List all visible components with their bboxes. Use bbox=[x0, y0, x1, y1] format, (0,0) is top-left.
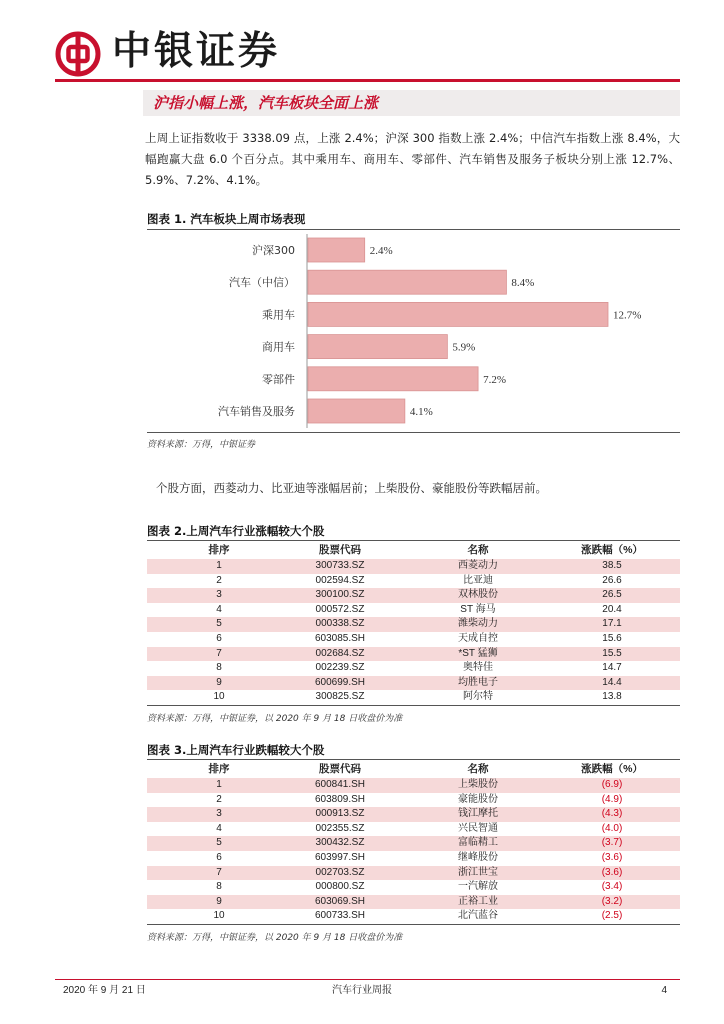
cell-change-pct: 14.7 bbox=[602, 662, 622, 674]
header-change-pct: 涨跌幅（%） bbox=[581, 763, 643, 775]
cell-change-pct: (3.4) bbox=[601, 881, 623, 893]
table2-bottom-rule bbox=[147, 705, 680, 706]
table-row bbox=[147, 661, 680, 676]
cell-change-pct: 14.4 bbox=[602, 676, 622, 688]
table-row bbox=[147, 574, 680, 589]
category-label-5: 汽车销售及服务 bbox=[218, 405, 295, 418]
section-heading bbox=[143, 90, 680, 116]
footer-rule bbox=[55, 979, 680, 980]
cell-stock-name: 兴民智通 bbox=[458, 822, 498, 834]
cell-change-pct: 15.6 bbox=[602, 633, 622, 644]
cell-rank: 5 bbox=[216, 618, 222, 630]
header-stock-name: 名称 bbox=[467, 763, 489, 775]
cell-stock-code: 000572.SZ bbox=[315, 603, 365, 615]
cell-stock-name: 豪能股份 bbox=[458, 793, 498, 805]
sector-performance-chart bbox=[147, 232, 680, 430]
cell-stock-name: 富临精工 bbox=[458, 837, 498, 849]
table3-title: 图表 3.上周汽车行业跌幅较大个股 bbox=[147, 743, 325, 757]
cell-rank: 4 bbox=[216, 603, 222, 615]
cell-stock-code: 000913.SZ bbox=[315, 808, 365, 820]
figure1-bottom-rule bbox=[147, 432, 680, 433]
losers-table bbox=[147, 762, 680, 924]
header-rule bbox=[55, 79, 680, 82]
cell-rank: 7 bbox=[216, 647, 222, 659]
cell-rank: 8 bbox=[216, 662, 222, 674]
table-row bbox=[147, 778, 680, 793]
header-change-pct: 涨跌幅（%） bbox=[581, 544, 643, 556]
cell-rank: 9 bbox=[216, 895, 222, 907]
table-row bbox=[147, 909, 680, 924]
cell-stock-name: 潍柴动力 bbox=[458, 618, 498, 630]
table-row bbox=[147, 588, 680, 603]
cell-rank: 5 bbox=[216, 837, 222, 849]
cell-rank: 6 bbox=[216, 633, 222, 644]
table3-source: 资料来源：万得，中银证券，以 2020 年 9 月 18 日收盘价为准 bbox=[147, 933, 403, 943]
cell-rank: 4 bbox=[216, 822, 222, 834]
cell-stock-name: 均胜电子 bbox=[458, 676, 498, 688]
cell-stock-code: 603809.SH bbox=[314, 793, 366, 805]
cell-rank: 2 bbox=[216, 574, 222, 586]
gainers-table bbox=[147, 543, 680, 705]
cell-change-pct: (3.7) bbox=[601, 837, 623, 849]
cell-stock-name: 奥特佳 bbox=[463, 662, 493, 674]
category-label-2: 乘用车 bbox=[262, 308, 295, 322]
cell-stock-code: 300432.SZ bbox=[315, 837, 365, 849]
cell-change-pct: (2.5) bbox=[601, 910, 623, 922]
value-label-4: 7.2% bbox=[483, 373, 507, 386]
figure1-source: 资料来源：万得，中银证券 bbox=[147, 440, 256, 450]
header-stock-code: 股票代码 bbox=[319, 544, 361, 556]
cell-stock-name: 双林股份 bbox=[458, 589, 498, 601]
table-row bbox=[147, 866, 680, 881]
header-stock-code: 股票代码 bbox=[319, 763, 361, 775]
bar-0 bbox=[308, 238, 365, 262]
stock-paragraph: 个股方面，西菱动力、比亚迪等涨幅居前；上柴股份、豪能股份等跌幅居前。 bbox=[156, 481, 547, 495]
table2-title: 图表 2.上周汽车行业涨幅较大个股 bbox=[147, 524, 325, 538]
cell-stock-name: 天成自控 bbox=[458, 633, 498, 644]
figure1-title: 图表 1. 汽车板块上周市场表现 bbox=[147, 212, 306, 226]
boc-logo-icon bbox=[54, 30, 102, 78]
cell-rank: 3 bbox=[216, 589, 222, 601]
value-label-0: 2.4% bbox=[369, 245, 393, 257]
intro-paragraph: 上周上证指数收于 3338.09 点，上涨 2.4%；沪深 300 指数上涨 2.4%；中信汽车指数上涨 8.4%，大幅跑赢大盘 6.0 个百分点。其中乘用车、商用车、零部件、汽车销售及服务子板块分别上涨 12.7%、5.9%、7.2%、4.1%。 bbox=[145, 131, 680, 187]
cell-change-pct: (4.0) bbox=[601, 822, 623, 834]
cell-rank: 2 bbox=[216, 793, 222, 805]
table-row bbox=[147, 603, 680, 618]
cell-rank: 8 bbox=[216, 881, 222, 893]
cell-change-pct: 38.5 bbox=[602, 560, 622, 571]
cell-change-pct: 20.4 bbox=[602, 603, 622, 615]
cell-stock-code: 000800.SZ bbox=[315, 881, 365, 893]
table-row bbox=[147, 617, 680, 632]
bar-4 bbox=[308, 367, 478, 391]
table3-top-rule bbox=[147, 759, 680, 760]
cell-stock-name: 阿尔特 bbox=[463, 691, 493, 703]
cell-change-pct: (4.3) bbox=[601, 808, 623, 820]
cell-stock-code: 002703.SZ bbox=[315, 866, 365, 878]
cell-rank: 1 bbox=[216, 560, 222, 571]
table-row bbox=[147, 880, 680, 895]
cell-stock-name: 北汽蓝谷 bbox=[458, 910, 498, 922]
header-rank: 排序 bbox=[208, 544, 230, 556]
category-label-4: 零部件 bbox=[262, 372, 295, 386]
category-label-1: 汽车（中信） bbox=[229, 276, 295, 290]
cell-rank: 9 bbox=[216, 676, 222, 688]
cell-change-pct: 13.8 bbox=[602, 691, 622, 703]
cell-change-pct: (3.6) bbox=[601, 866, 623, 878]
cell-rank: 1 bbox=[216, 779, 222, 790]
cell-stock-code: 603069.SH bbox=[314, 895, 366, 907]
cell-stock-code: 600699.SH bbox=[314, 676, 366, 688]
table-header-row bbox=[147, 762, 680, 777]
cell-stock-name: 比亚迪 bbox=[463, 574, 493, 586]
cell-rank: 3 bbox=[216, 808, 222, 820]
table2-top-rule bbox=[147, 540, 680, 541]
cell-stock-name: 钱江摩托 bbox=[458, 808, 498, 820]
cell-change-pct: (3.6) bbox=[601, 852, 623, 863]
cell-change-pct: 26.5 bbox=[602, 589, 622, 601]
cell-change-pct: (3.2) bbox=[601, 895, 623, 907]
footer-report-name: 汽车行业周报 bbox=[332, 985, 392, 996]
table-row bbox=[147, 632, 680, 647]
table2-source: 资料来源：万得，中银证券，以 2020 年 9 月 18 日收盘价为准 bbox=[147, 714, 403, 724]
cell-rank: 6 bbox=[216, 852, 222, 863]
table3-bottom-rule bbox=[147, 924, 680, 925]
bar-5 bbox=[308, 399, 405, 423]
cell-stock-code: 300100.SZ bbox=[315, 589, 365, 601]
cell-rank: 7 bbox=[216, 866, 222, 878]
cell-stock-name: 继峰股份 bbox=[458, 852, 498, 863]
cell-stock-code: 603997.SH bbox=[314, 852, 366, 863]
table-header-row bbox=[147, 543, 680, 558]
category-label-3: 商用车 bbox=[262, 340, 295, 354]
cell-stock-code: 603085.SH bbox=[314, 633, 366, 644]
table-row bbox=[147, 647, 680, 662]
cell-stock-name: ST 海马 bbox=[460, 603, 496, 615]
footer-page-number: 4 bbox=[661, 985, 667, 996]
footer-date: 2020 年 9 月 21 日 bbox=[63, 985, 146, 996]
table-row bbox=[147, 807, 680, 822]
cell-stock-code: 300733.SZ bbox=[315, 560, 365, 571]
table-row bbox=[147, 559, 680, 574]
cell-stock-code: 002355.SZ bbox=[315, 822, 365, 834]
category-label-0: 沪深300 bbox=[252, 244, 295, 257]
cell-stock-code: 600733.SH bbox=[314, 910, 366, 922]
table-row bbox=[147, 690, 680, 705]
cell-stock-code: 002594.SZ bbox=[315, 574, 365, 586]
cell-stock-code: 002239.SZ bbox=[315, 662, 365, 674]
cell-change-pct: 15.5 bbox=[602, 647, 622, 659]
value-label-3: 5.9% bbox=[452, 341, 476, 354]
cell-change-pct: 26.6 bbox=[602, 574, 622, 586]
cell-stock-name: 上柴股份 bbox=[458, 779, 498, 790]
cell-stock-code: 300825.SZ bbox=[315, 691, 365, 703]
section-title: 沪指小幅上涨，汽车板块全面上涨 bbox=[153, 94, 379, 112]
cell-stock-name: 西菱动力 bbox=[458, 560, 498, 571]
table-row bbox=[147, 851, 680, 866]
cell-stock-code: 000338.SZ bbox=[315, 618, 365, 630]
value-label-2: 12.7% bbox=[613, 309, 642, 322]
cell-change-pct: (6.9) bbox=[601, 779, 623, 790]
value-label-1: 8.4% bbox=[511, 277, 535, 290]
cell-stock-code: 600841.SH bbox=[314, 779, 366, 790]
cell-change-pct: 17.1 bbox=[602, 618, 622, 630]
table-row bbox=[147, 676, 680, 691]
table-row bbox=[147, 836, 680, 851]
cell-stock-code: 002684.SZ bbox=[315, 647, 365, 659]
cell-rank: 10 bbox=[213, 910, 225, 922]
brand-name: 中银证券 bbox=[112, 29, 281, 74]
table-row bbox=[147, 822, 680, 837]
cell-change-pct: (4.9) bbox=[601, 793, 623, 805]
bar-2 bbox=[308, 302, 608, 326]
bar-3 bbox=[308, 335, 447, 359]
cell-stock-name: 一汽解放 bbox=[458, 881, 498, 893]
table-row bbox=[147, 895, 680, 910]
bar-1 bbox=[308, 270, 506, 294]
figure1-top-rule bbox=[147, 229, 680, 230]
cell-stock-name: 浙江世宝 bbox=[458, 866, 498, 878]
header-stock-name: 名称 bbox=[467, 544, 489, 556]
cell-rank: 10 bbox=[213, 691, 225, 703]
cell-stock-name: 正裕工业 bbox=[458, 895, 498, 907]
header-rank: 排序 bbox=[208, 763, 230, 775]
cell-stock-name: *ST 猛狮 bbox=[458, 647, 498, 659]
table-row bbox=[147, 793, 680, 808]
value-label-5: 4.1% bbox=[409, 406, 433, 418]
